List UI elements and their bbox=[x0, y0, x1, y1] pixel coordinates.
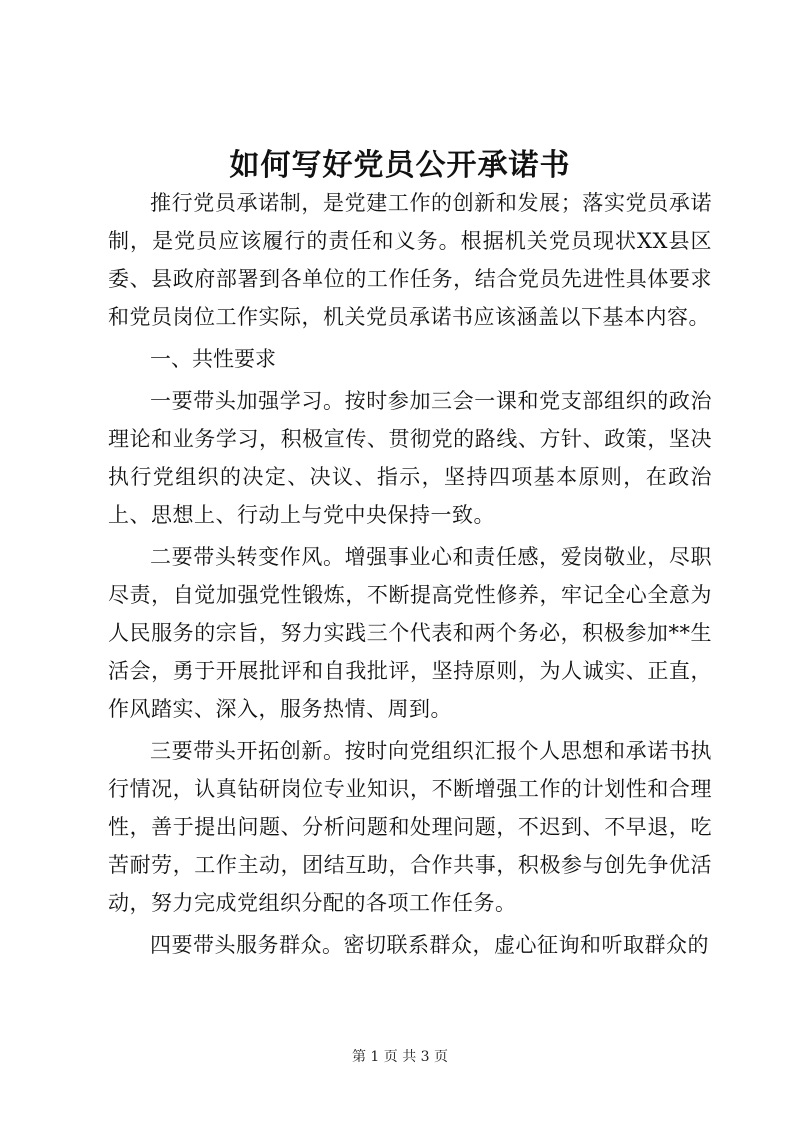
paragraph-service: 四要带头服务群众。密切联系群众，虚心征询和听取群众的 bbox=[150, 933, 709, 957]
paragraph-innovation: 三要带头开拓创新。按时向党组织汇报个人思想和承诺书执行情况，认真钻研岗位专业知识，不断增强工作的计划性和合理性，善于提出问题、分析问题和处理问题，不迟到、不早退，吃苦耐劳，工作主动，团结互助，合作共事，积极参与创先争优活动，努力完成党组织分配的各项工作任务。 bbox=[108, 739, 712, 915]
intro-paragraph: 推行党员承诺制，是党建工作的创新和发展；落实党员承诺制，是党员应该履行的责任和义务。根据机关党员现状XX县区委、县政府部署到各单位的工作任务，结合党员先进性具体要求和党员岗位工作实际，机关党员承诺书应该涵盖以下基本内容。 bbox=[108, 191, 712, 329]
document-title: 如何写好党员公开承诺书 bbox=[229, 148, 571, 183]
paragraph-study: 一要带头加强学习。按时参加三会一课和党支部组织的政治理论和业务学习，积极宣传、贯彻党的路线、方针、政策，坚决执行党组织的决定、决议、指示，坚持四项基本原则，在政治上、思想上、行动上与党中央保持一致。 bbox=[108, 389, 712, 527]
section-heading: 一、共性要求 bbox=[150, 347, 276, 371]
document-body bbox=[108, 184, 712, 968]
paragraph-style: 二要带头转变作风。增强事业心和责任感，爱岗敬业，尽职尽责，自觉加强党性锻炼，不断提高党性修养，牢记全心全意为人民服务的宗旨，努力实践三个代表和两个务必，积极参加**生活会，勇于开展批评和自我批评，坚持原则，为人诚实、正直，作风踏实、深入，服务热情、周到。 bbox=[108, 545, 712, 721]
page-footer: 第 1 页 共 3 页 bbox=[351, 1049, 449, 1065]
